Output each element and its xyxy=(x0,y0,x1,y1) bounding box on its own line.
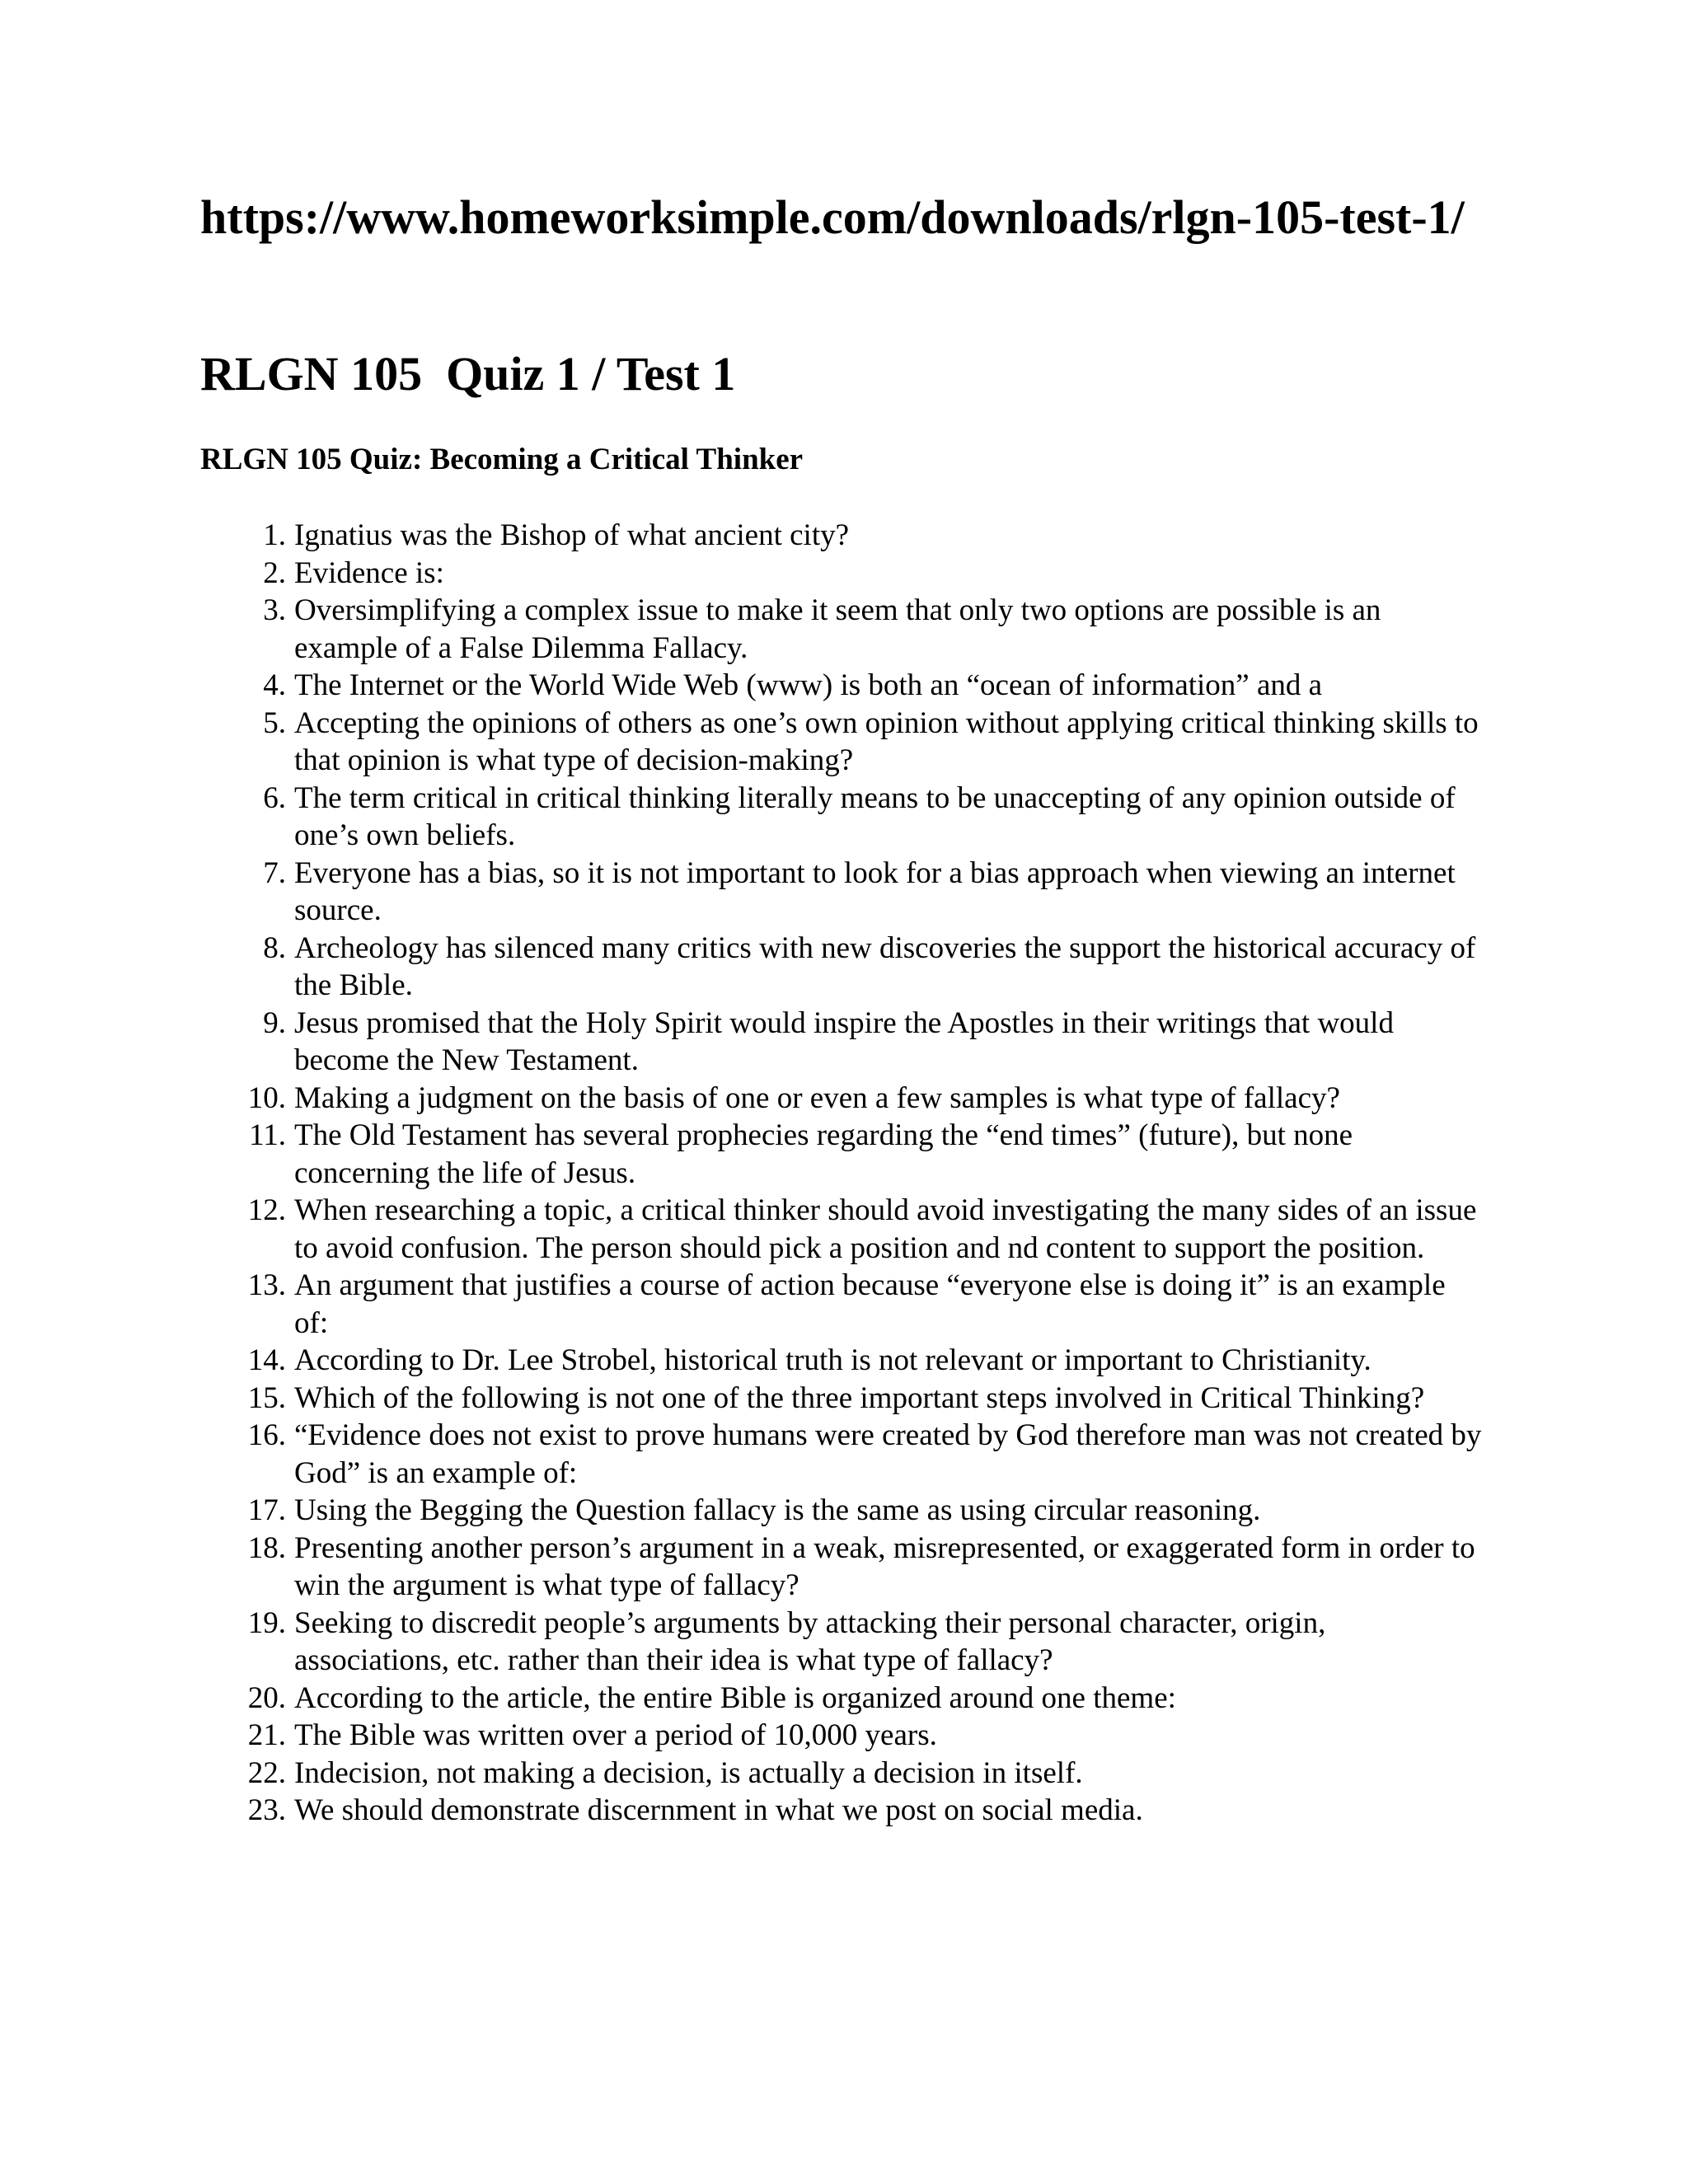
question-text: Everyone has a bias, so it is not important to look for a bias approach when viewing an internet source. xyxy=(294,855,1456,927)
question-item xyxy=(200,705,1486,780)
question-number: 1. xyxy=(263,518,286,552)
question-item xyxy=(200,1530,1486,1605)
question-item xyxy=(200,1680,1486,1718)
question-text: Accepting the opinions of others as one’s own opinion without applying critical thinking skills to that opinion is what type of decision-making? xyxy=(294,705,1479,777)
question-item xyxy=(200,1605,1486,1680)
quiz-subtitle: RLGN 105 Quiz: Becoming a Critical Thinker xyxy=(200,443,804,476)
question-text: The Bible was written over a period of 10,000 years. xyxy=(294,1718,937,1752)
question-number: 6. xyxy=(263,780,286,815)
question-item xyxy=(200,1717,1486,1755)
question-item xyxy=(200,1492,1486,1530)
question-number: 11. xyxy=(249,1118,286,1152)
question-number: 19. xyxy=(247,1605,286,1640)
question-item xyxy=(200,555,1486,593)
page-title: RLGN 105 Quiz 1 / Test 1 xyxy=(200,347,736,401)
question-item xyxy=(200,517,1486,555)
question-text: The term critical in critical thinking literally means to be unaccepting of any opinion outside of one’s own beliefs. xyxy=(294,780,1456,852)
question-text: “Evidence does not exist to prove humans were created by God therefore man was not created by God” is an example of: xyxy=(294,1418,1482,1490)
question-number: 4. xyxy=(263,668,286,702)
question-number: 8. xyxy=(263,930,286,965)
question-text: Indecision, not making a decision, is actually a decision in itself. xyxy=(294,1755,1083,1790)
question-number: 14. xyxy=(247,1343,286,1377)
question-item xyxy=(200,1005,1486,1080)
question-item xyxy=(200,667,1486,705)
url-heading: https://www.homeworksimple.com/downloads/rlgn-105-test-1/ xyxy=(200,190,1465,244)
question-number: 13. xyxy=(247,1268,286,1302)
question-text: The Old Testament has several prophecies regarding the “end times” (future), but none concerning the life of Jesus. xyxy=(294,1118,1353,1190)
question-item xyxy=(200,1380,1486,1418)
question-number: 18. xyxy=(247,1530,286,1565)
question-text: Ignatius was the Bishop of what ancient city? xyxy=(294,518,850,552)
question-item xyxy=(200,1792,1486,1830)
question-number: 5. xyxy=(263,705,286,740)
question-text: Archeology has silenced many critics with new discoveries the support the historical accuracy of the Bible. xyxy=(294,930,1476,1002)
question-text: Using the Begging the Question fallacy is the same as using circular reasoning. xyxy=(294,1493,1261,1527)
question-number: 17. xyxy=(247,1493,286,1527)
question-item xyxy=(200,1080,1486,1118)
question-item xyxy=(200,1267,1486,1342)
question-number: 3. xyxy=(263,593,286,627)
question-number: 12. xyxy=(247,1193,286,1227)
question-text: When researching a topic, a critical thinker should avoid investigating the many sides of an issue to avoid confusion. The person should pick a position and nd content to support the position. xyxy=(294,1193,1477,1265)
question-item xyxy=(200,1117,1486,1192)
question-number: 10. xyxy=(247,1080,286,1115)
question-number: 2. xyxy=(263,555,286,590)
question-number: 20. xyxy=(247,1680,286,1715)
question-item xyxy=(200,1417,1486,1492)
question-number: 22. xyxy=(247,1755,286,1790)
question-text: An argument that justifies a course of action because “everyone else is doing it” is an example of: xyxy=(294,1268,1446,1340)
question-text: We should demonstrate discernment in what we post on social media. xyxy=(294,1793,1143,1827)
question-text: According to Dr. Lee Strobel, historical truth is not relevant or important to Christianity. xyxy=(294,1343,1372,1377)
question-number: 23. xyxy=(247,1793,286,1827)
question-text: Seeking to discredit people’s arguments by attacking their personal character, origin, associations, etc. rather than their idea is what type of fallacy? xyxy=(294,1605,1326,1677)
question-number: 7. xyxy=(263,855,286,890)
question-text: Presenting another person’s argument in a weak, misrepresented, or exaggerated form in order to win the argument is what type of fallacy? xyxy=(294,1530,1475,1602)
question-item xyxy=(200,1755,1486,1793)
question-number: 9. xyxy=(263,1005,286,1040)
question-text: According to the article, the entire Bible is organized around one theme: xyxy=(294,1680,1176,1715)
question-list xyxy=(200,517,1486,1830)
question-item xyxy=(200,930,1486,1005)
question-item xyxy=(200,855,1486,930)
question-number: 15. xyxy=(247,1380,286,1415)
question-text: Making a judgment on the basis of one or even a few samples is what type of fallacy? xyxy=(294,1080,1340,1115)
question-text: The Internet or the World Wide Web (www) is both an “ocean of information” and a xyxy=(294,668,1323,702)
question-text: Which of the following is not one of the three important steps involved in Critical Thinking? xyxy=(294,1380,1425,1415)
question-number: 16. xyxy=(247,1418,286,1452)
question-item xyxy=(200,1192,1486,1267)
question-text: Jesus promised that the Holy Spirit would inspire the Apostles in their writings that would become the New Testament. xyxy=(294,1005,1394,1077)
question-item xyxy=(200,780,1486,855)
question-item xyxy=(200,1342,1486,1380)
question-text: Evidence is: xyxy=(294,555,444,590)
question-text: Oversimplifying a complex issue to make it seem that only two options are possible is an example of a False Dilemma Fallacy. xyxy=(294,593,1381,665)
question-item xyxy=(200,592,1486,667)
question-number: 21. xyxy=(247,1718,286,1752)
